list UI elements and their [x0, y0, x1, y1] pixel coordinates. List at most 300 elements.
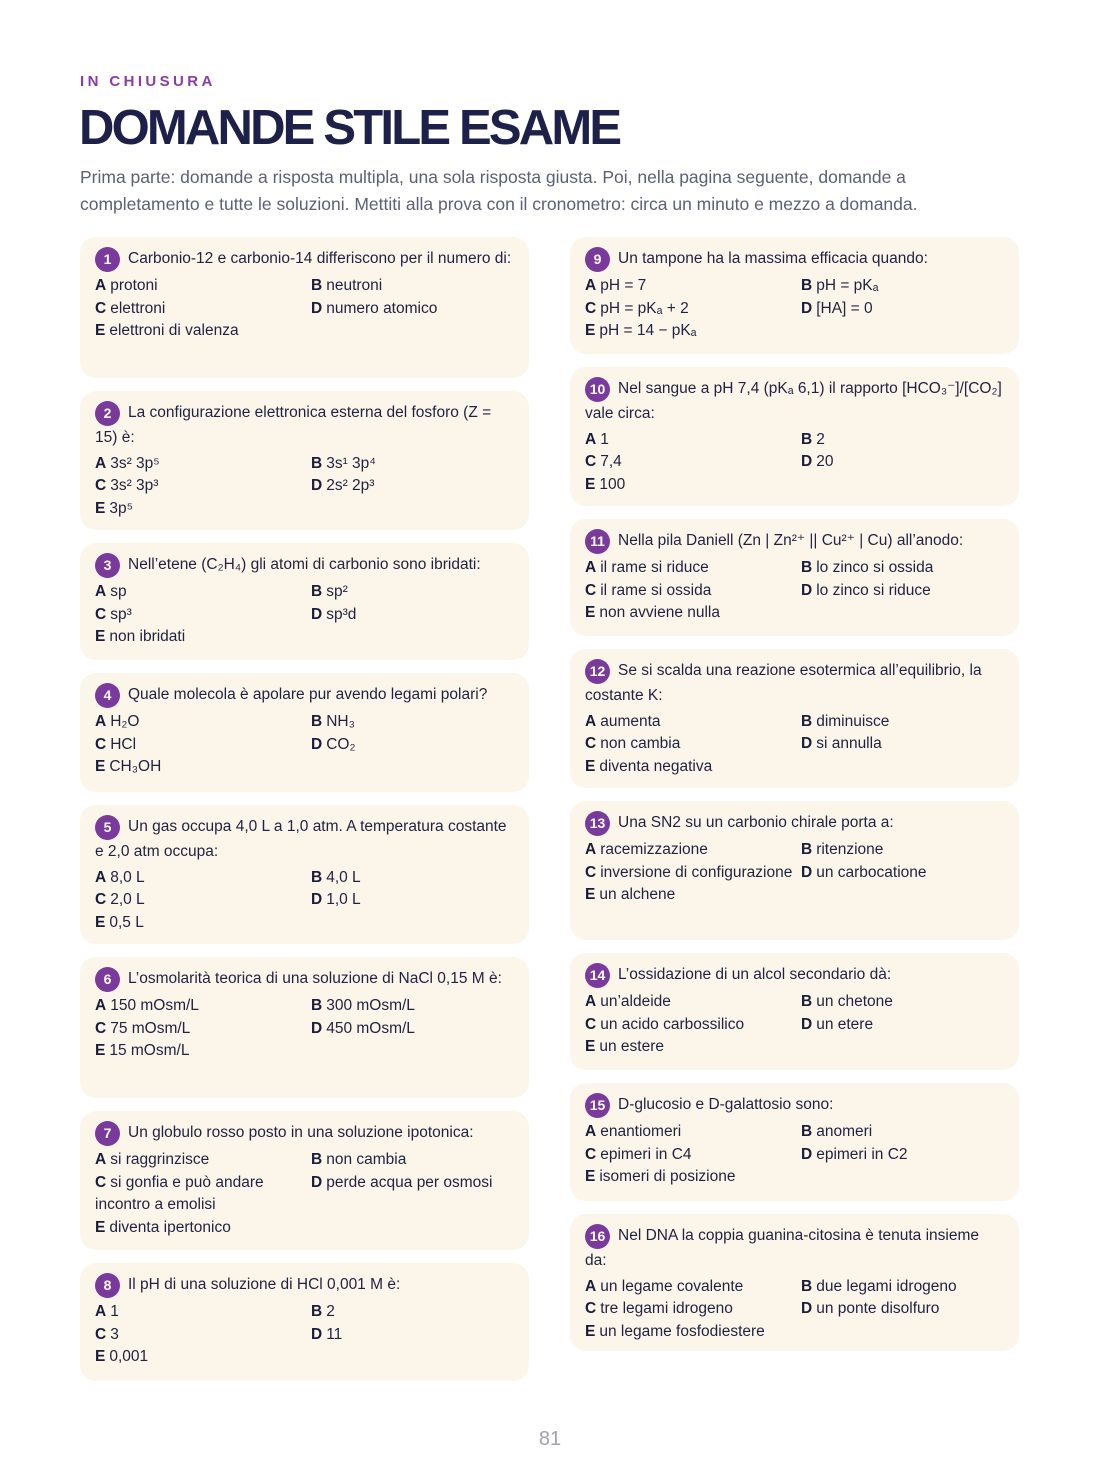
option-text: perde acqua per osmosi — [326, 1173, 493, 1191]
question-text: Una SN2 su un carbonio chirale porta a: — [618, 814, 894, 831]
option-text: 0,5 L — [109, 913, 144, 931]
answer-options — [95, 995, 513, 1063]
option-text: H₂O — [110, 713, 140, 730]
answer-option-a[interactable] — [95, 1149, 311, 1172]
option-text: un chetone — [816, 993, 893, 1010]
option-letter: A — [95, 277, 107, 294]
question-card — [570, 801, 1019, 940]
question-text: Un gas occupa 4,0 L a 1,0 atm. A temperatura costante e 2,0 atm occupa: — [95, 818, 507, 860]
question-text-block — [95, 247, 513, 272]
answer-option-b[interactable] — [311, 867, 513, 890]
option-letter: A — [585, 559, 597, 576]
answer-option-b[interactable] — [801, 275, 1003, 298]
question-text-block — [585, 247, 1003, 272]
answer-option-a[interactable] — [585, 429, 801, 452]
option-letter: A — [95, 868, 107, 886]
answer-options — [95, 453, 513, 521]
answer-option-d[interactable] — [801, 580, 1003, 603]
answer-option-d[interactable] — [311, 475, 513, 498]
option-text: 2s² 2p³ — [326, 477, 375, 494]
answer-options — [585, 429, 1003, 497]
question-card — [570, 953, 1019, 1070]
question-card — [80, 543, 529, 660]
option-letter: E — [585, 1168, 596, 1185]
option-text: 2 — [326, 1303, 335, 1320]
question-text-block — [95, 683, 513, 708]
answer-option-c[interactable] — [585, 1144, 801, 1167]
option-letter: D — [311, 1019, 323, 1037]
question-number-badge: 3 — [95, 553, 120, 578]
option-letter: A — [585, 277, 597, 294]
question-text-block — [585, 811, 1003, 836]
question-text: Quale molecola è apolare pur avendo legami polari? — [128, 686, 488, 703]
option-text: due legami idrogeno — [816, 1277, 957, 1295]
answer-option-e[interactable] — [95, 626, 513, 649]
answer-option-c[interactable] — [95, 475, 311, 498]
option-letter: D — [801, 1015, 813, 1033]
option-text: un ponte disolfuro — [816, 1300, 940, 1317]
option-text: lo zinco si riduce — [816, 581, 931, 599]
answer-option-d[interactable] — [311, 734, 513, 757]
option-text: un carbocatione — [816, 863, 927, 881]
option-letter: C — [95, 1173, 107, 1191]
answer-options — [585, 991, 1003, 1059]
option-text: si annulla — [816, 735, 882, 752]
answer-options — [95, 581, 513, 649]
answer-option-e[interactable] — [585, 1166, 1003, 1189]
question-card — [570, 237, 1019, 354]
option-letter: C — [95, 299, 107, 317]
answer-option-a[interactable] — [95, 711, 311, 734]
option-text: 150 mOsm/L — [110, 997, 199, 1014]
option-letter: B — [311, 713, 323, 730]
question-number-badge: 14 — [585, 963, 610, 988]
answer-option-b[interactable] — [801, 1276, 1003, 1299]
question-text: Un globulo rosso posto in una soluzione ipotonica: — [128, 1124, 474, 1141]
answer-options — [95, 1149, 513, 1239]
option-letter: A — [585, 841, 597, 858]
answer-option-d[interactable] — [801, 451, 1003, 474]
question-text-block — [585, 963, 1003, 988]
question-number-badge: 9 — [585, 247, 610, 272]
option-letter: A — [585, 1277, 597, 1295]
answer-option-d[interactable] — [311, 889, 513, 912]
option-text: diminuisce — [816, 712, 890, 730]
option-text: pH = pKₐ + 2 — [600, 299, 689, 317]
question-text: Se si scalda una reazione esotermica all’equilibrio, la costante K: — [585, 662, 982, 704]
option-text: pH = pKₐ — [816, 277, 879, 294]
answer-option-a[interactable] — [95, 275, 311, 298]
option-text: 1 — [110, 1303, 119, 1320]
question-number-badge: 11 — [585, 529, 610, 554]
option-letter: B — [801, 993, 813, 1010]
option-letter: E — [585, 322, 596, 339]
option-letter: B — [801, 277, 813, 294]
option-letter: B — [311, 1303, 323, 1320]
answer-option-c[interactable] — [585, 298, 801, 321]
answer-option-b[interactable] — [801, 711, 1003, 734]
answer-option-b[interactable] — [801, 429, 1003, 452]
option-letter: E — [585, 604, 596, 621]
answer-option-e[interactable] — [95, 320, 513, 343]
question-text: L’ossidazione di un alcol secondario dà: — [618, 966, 892, 983]
option-text: non avviene nulla — [599, 604, 720, 621]
option-letter: E — [95, 322, 106, 339]
question-text: Nel DNA la coppia guanina-citosina è tenuta insieme da: — [585, 1227, 980, 1269]
option-text: enantiomeri — [600, 1123, 682, 1140]
question-number-badge: 8 — [95, 1273, 120, 1298]
option-text: si gonfia e può andare incontro a emolisi — [95, 1173, 264, 1213]
answer-options — [95, 867, 513, 935]
question-number-badge: 1 — [95, 247, 120, 272]
option-text: tre legami idrogeno — [600, 1300, 733, 1317]
answer-option-a[interactable] — [585, 991, 801, 1014]
answer-option-d[interactable] — [311, 1018, 513, 1041]
question-number-badge: 16 — [585, 1224, 610, 1249]
option-letter: C — [95, 891, 107, 908]
option-text: un estere — [599, 1038, 664, 1055]
option-text: non cambia — [600, 735, 681, 752]
question-card — [80, 1111, 529, 1250]
answer-option-c[interactable] — [95, 734, 311, 757]
option-text: aumenta — [600, 712, 661, 730]
page-title: DOMANDE STILE ESAME — [79, 101, 620, 155]
answer-option-c[interactable] — [585, 451, 801, 474]
question-text-block — [95, 1273, 513, 1298]
option-text: racemizzazione — [600, 841, 708, 858]
option-text: un etere — [816, 1015, 874, 1033]
option-letter: C — [95, 1019, 107, 1037]
option-text: sp³d — [326, 605, 357, 623]
option-text: 75 mOsm/L — [110, 1019, 191, 1037]
option-letter: D — [801, 299, 813, 317]
question-text-block — [585, 659, 1003, 708]
option-letter: A — [95, 454, 107, 472]
answer-option-c[interactable] — [95, 1324, 311, 1347]
option-letter: D — [311, 299, 323, 317]
questions-column-left — [80, 237, 529, 1394]
answer-option-c[interactable] — [95, 889, 311, 912]
answer-option-c[interactable] — [585, 862, 801, 885]
answer-option-b[interactable] — [801, 557, 1003, 580]
option-letter: C — [585, 1300, 597, 1317]
question-card — [80, 805, 529, 944]
option-text: sp³ — [110, 605, 132, 623]
option-letter: B — [311, 868, 323, 886]
option-letter: B — [801, 841, 813, 858]
question-card — [570, 519, 1019, 636]
answer-option-d[interactable] — [311, 1324, 513, 1347]
option-text: 3 — [110, 1325, 119, 1343]
question-card — [570, 367, 1019, 506]
option-letter: D — [801, 1145, 813, 1163]
question-card — [80, 391, 529, 530]
answer-option-b[interactable] — [801, 1121, 1003, 1144]
answer-option-b[interactable] — [801, 839, 1003, 862]
option-text: elettroni — [110, 299, 166, 317]
answer-option-c[interactable] — [585, 733, 801, 756]
question-text: L’osmolarità teorica di una soluzione di NaCl 0,15 M è: — [128, 970, 502, 987]
question-text: Nel sangue a pH 7,4 (pKₐ 6,1) il rapporto [HCO₃⁻]/[CO₂] vale circa: — [585, 380, 1002, 422]
option-letter: D — [311, 605, 323, 623]
question-card — [80, 237, 529, 378]
option-letter: A — [95, 1151, 107, 1168]
answer-option-d[interactable] — [801, 1298, 1003, 1321]
question-card — [570, 649, 1019, 788]
question-text-block — [95, 401, 513, 450]
question-number-badge: 7 — [95, 1121, 120, 1146]
option-letter: D — [311, 891, 323, 908]
answer-option-b[interactable] — [311, 1301, 513, 1324]
option-text: 3s² 3p⁵ — [110, 454, 160, 472]
option-letter: E — [585, 757, 596, 775]
answer-options — [585, 711, 1003, 779]
answer-option-e[interactable] — [95, 498, 513, 521]
option-letter: C — [95, 1325, 107, 1343]
answer-option-b[interactable] — [311, 1149, 513, 1172]
option-letter: D — [801, 453, 813, 470]
question-number-badge: 6 — [95, 967, 120, 992]
answer-option-c[interactable] — [585, 580, 801, 603]
option-text: numero atomico — [326, 299, 438, 317]
answer-options — [585, 1276, 1003, 1344]
option-text: si raggrinzisce — [110, 1151, 210, 1168]
answer-option-e[interactable] — [95, 1346, 513, 1369]
answer-option-d[interactable] — [311, 298, 513, 321]
answer-option-a[interactable] — [95, 581, 311, 604]
section-kicker: IN CHIUSURA — [80, 73, 216, 90]
option-text: inversione di configurazione — [600, 863, 793, 881]
option-text: 2,0 L — [110, 891, 145, 908]
answer-option-d[interactable] — [311, 1172, 513, 1217]
option-letter: A — [585, 430, 597, 448]
question-text: Carbonio-12 e carbonio-14 differiscono per il numero di: — [128, 250, 512, 267]
option-letter: A — [95, 713, 107, 730]
option-text: 3p⁵ — [109, 499, 134, 517]
answer-option-d[interactable] — [801, 298, 1003, 321]
option-text: 2 — [816, 430, 825, 448]
answer-option-e[interactable] — [95, 1217, 513, 1240]
answer-option-b[interactable] — [311, 995, 513, 1018]
option-letter: E — [95, 1042, 106, 1059]
option-text: ritenzione — [816, 841, 884, 858]
question-text: D-glucosio e D-galattosio sono: — [618, 1096, 834, 1113]
option-letter: D — [801, 1300, 813, 1317]
option-letter: B — [311, 277, 323, 294]
answer-option-b[interactable] — [311, 453, 513, 476]
question-text: Nell’etene (C₂H₄) gli atomi di carbonio sono ibridati: — [128, 556, 481, 573]
option-letter: E — [95, 913, 106, 931]
option-text: il rame si riduce — [600, 559, 709, 576]
option-text: 15 mOsm/L — [109, 1042, 190, 1059]
answer-option-a[interactable] — [585, 557, 801, 580]
option-letter: E — [585, 1038, 596, 1055]
option-letter: E — [95, 628, 106, 645]
option-text: epimeri in C4 — [600, 1145, 692, 1163]
answer-option-c[interactable] — [95, 604, 311, 627]
answer-option-d[interactable] — [801, 1144, 1003, 1167]
answer-option-d[interactable] — [311, 604, 513, 627]
question-number-badge: 10 — [585, 377, 610, 402]
option-letter: B — [801, 1123, 813, 1140]
answer-options — [95, 711, 513, 779]
option-text: 20 — [816, 453, 834, 470]
option-text: 3s² 3p³ — [110, 477, 159, 494]
answer-option-e[interactable] — [585, 884, 1003, 907]
question-text-block — [585, 1224, 1003, 1273]
answer-option-c[interactable] — [95, 1018, 311, 1041]
answer-option-a[interactable] — [585, 711, 801, 734]
option-letter: A — [95, 1303, 107, 1320]
answer-option-a[interactable] — [95, 995, 311, 1018]
option-text: 11 — [326, 1325, 343, 1343]
answer-option-c[interactable] — [95, 298, 311, 321]
option-text: 0,001 — [109, 1348, 149, 1365]
option-text: CH₃OH — [109, 758, 162, 775]
option-letter: B — [311, 997, 323, 1014]
answer-options — [585, 557, 1003, 625]
answer-option-e[interactable] — [95, 1040, 513, 1063]
question-text: Nella pila Daniell (Zn | Zn²⁺ || Cu²⁺ | Cu) all’anodo: — [618, 532, 964, 549]
intro-paragraph: Prima parte: domande a risposta multipla, una sola risposta giusta. Poi, nella pagina seguente, domande a completamento e tutte le soluzioni. Mettiti alla prova con il cronometro: circa un minuto e mezzo a domanda. — [80, 167, 918, 214]
option-text: 3s¹ 3p⁴ — [326, 454, 376, 472]
option-letter: C — [585, 581, 597, 599]
option-letter: A — [585, 712, 597, 730]
option-letter: B — [311, 454, 323, 472]
answer-option-a[interactable] — [95, 453, 311, 476]
option-letter: D — [311, 735, 323, 753]
answer-option-b[interactable] — [801, 991, 1003, 1014]
answer-option-c[interactable] — [585, 1298, 801, 1321]
option-letter: B — [801, 430, 813, 448]
answer-option-a[interactable] — [585, 275, 801, 298]
question-card — [570, 1083, 1019, 1201]
option-letter: A — [585, 1123, 597, 1140]
option-letter: D — [801, 735, 813, 752]
option-text: un legame covalente — [600, 1277, 744, 1295]
option-letter: E — [95, 499, 106, 517]
answer-option-e[interactable] — [585, 474, 1003, 497]
question-number-badge: 4 — [95, 683, 120, 708]
answer-option-d[interactable] — [801, 1014, 1003, 1037]
answer-options — [585, 839, 1003, 907]
option-text: il rame si ossida — [600, 581, 712, 599]
answer-option-e[interactable] — [585, 602, 1003, 625]
option-letter: C — [95, 605, 107, 623]
answer-option-e[interactable] — [585, 320, 1003, 343]
answer-option-b[interactable] — [311, 275, 513, 298]
option-letter: D — [801, 581, 813, 599]
option-text: un acido carbossilico — [600, 1015, 745, 1033]
question-text-block — [585, 529, 1003, 554]
question-card — [80, 957, 529, 1098]
answer-option-e[interactable] — [585, 756, 1003, 779]
option-text: CO₂ — [326, 735, 356, 753]
option-letter: D — [311, 1173, 323, 1191]
question-number-badge: 13 — [585, 811, 610, 836]
option-text: 1,0 L — [326, 891, 361, 908]
answer-option-e[interactable] — [585, 1321, 1003, 1344]
option-text: diventa negativa — [599, 757, 713, 775]
option-letter: B — [801, 712, 813, 730]
option-text: 300 mOsm/L — [326, 997, 415, 1014]
answer-options — [585, 275, 1003, 343]
answer-option-a[interactable] — [585, 1121, 801, 1144]
answer-option-b[interactable] — [311, 711, 513, 734]
option-text: elettroni di valenza — [109, 322, 239, 339]
question-card — [570, 1214, 1019, 1351]
option-letter: E — [95, 1348, 106, 1365]
option-text: anomeri — [816, 1123, 873, 1140]
option-letter: B — [311, 583, 323, 600]
answer-option-a[interactable] — [95, 867, 311, 890]
option-letter: E — [95, 1218, 106, 1236]
answer-option-a[interactable] — [95, 1301, 311, 1324]
questions-column-right — [570, 237, 1019, 1364]
option-text: pH = 7 — [600, 277, 647, 294]
answer-option-d[interactable] — [801, 862, 1003, 885]
answer-options — [95, 275, 513, 343]
answer-option-c[interactable] — [585, 1014, 801, 1037]
question-text-block — [585, 377, 1003, 426]
option-letter: A — [95, 583, 107, 600]
option-text: neutroni — [326, 277, 383, 294]
option-letter: B — [311, 1151, 323, 1168]
answer-option-a[interactable] — [585, 1276, 801, 1299]
answer-option-c[interactable] — [95, 1172, 311, 1217]
option-letter: D — [311, 1325, 323, 1343]
option-text: HCl — [110, 735, 137, 753]
option-letter: C — [585, 453, 597, 470]
option-letter: D — [801, 863, 813, 881]
option-text: non cambia — [326, 1151, 407, 1168]
question-number-badge: 5 — [95, 815, 120, 840]
option-text: pH = 14 − pKₐ — [599, 322, 697, 339]
question-text-block — [585, 1093, 1003, 1118]
option-text: epimeri in C2 — [816, 1145, 908, 1163]
option-letter: E — [585, 886, 596, 903]
question-card — [80, 673, 529, 792]
question-number-badge: 15 — [585, 1093, 610, 1118]
option-text: isomeri di posizione — [599, 1168, 736, 1185]
option-text: sp² — [326, 583, 348, 600]
answer-option-b[interactable] — [311, 581, 513, 604]
option-text: un alchene — [599, 886, 676, 903]
option-text: sp — [110, 583, 127, 600]
option-letter: C — [585, 735, 597, 752]
question-number-badge: 2 — [95, 401, 120, 426]
option-letter: B — [801, 559, 813, 576]
answer-option-e[interactable] — [95, 912, 513, 935]
answer-option-e[interactable] — [95, 756, 513, 779]
option-letter: C — [95, 477, 107, 494]
question-text: Un tampone ha la massima efficacia quando: — [618, 250, 928, 267]
option-letter: C — [585, 1145, 597, 1163]
option-letter: E — [585, 475, 596, 493]
option-text: un’aldeide — [600, 993, 671, 1010]
question-number-badge: 12 — [585, 659, 610, 684]
answer-option-a[interactable] — [585, 839, 801, 862]
option-letter: E — [95, 758, 106, 775]
answer-option-e[interactable] — [585, 1036, 1003, 1059]
option-letter: C — [95, 735, 107, 753]
answer-option-d[interactable] — [801, 733, 1003, 756]
option-letter: E — [585, 1322, 596, 1340]
option-letter: A — [585, 993, 597, 1010]
option-text: [HA] = 0 — [816, 299, 873, 317]
option-text: non ibridati — [109, 628, 186, 645]
question-text-block — [95, 553, 513, 578]
